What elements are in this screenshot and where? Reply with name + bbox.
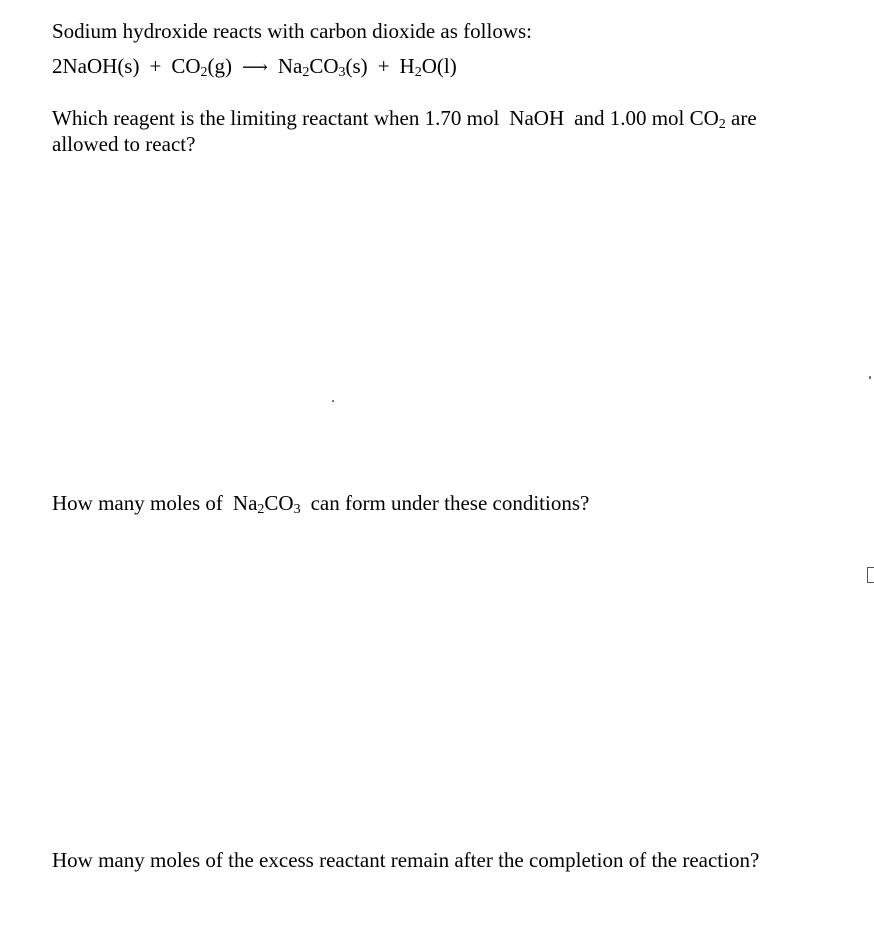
- edge-bracket: [867, 567, 874, 583]
- plus-sign: +: [149, 54, 162, 78]
- stray-dot: [869, 376, 871, 379]
- stray-dot: [332, 400, 334, 402]
- plus-sign: +: [377, 54, 390, 78]
- question-limiting-reactant-cont: allowed to react?: [52, 132, 196, 156]
- question-moles-product: How many moles of $Na_2CO_3$ can form under these conditions?: [52, 491, 590, 517]
- product-na2co3: $Na_2CO_3(s)$: [277, 54, 368, 80]
- product-h2o: $H_2O(l)$: [399, 54, 457, 80]
- reactant-naoh: 2NaOH(s): [52, 54, 140, 78]
- reaction-arrow-icon: ⟶: [242, 57, 268, 77]
- reactant-co2: $CO_2(g)$: [171, 54, 233, 80]
- intro-text: Sodium hydroxide reacts with carbon dioxide as follows:: [52, 19, 532, 43]
- chemical-equation: [52, 53, 457, 80]
- question-excess-reactant: How many moles of the excess reactant remain after the completion of the reaction?: [52, 848, 760, 872]
- question-limiting-reactant: Which reagent is the limiting reactant when 1.70 mol NaOH and 1.00 mol $CO_2$ are: [52, 106, 757, 132]
